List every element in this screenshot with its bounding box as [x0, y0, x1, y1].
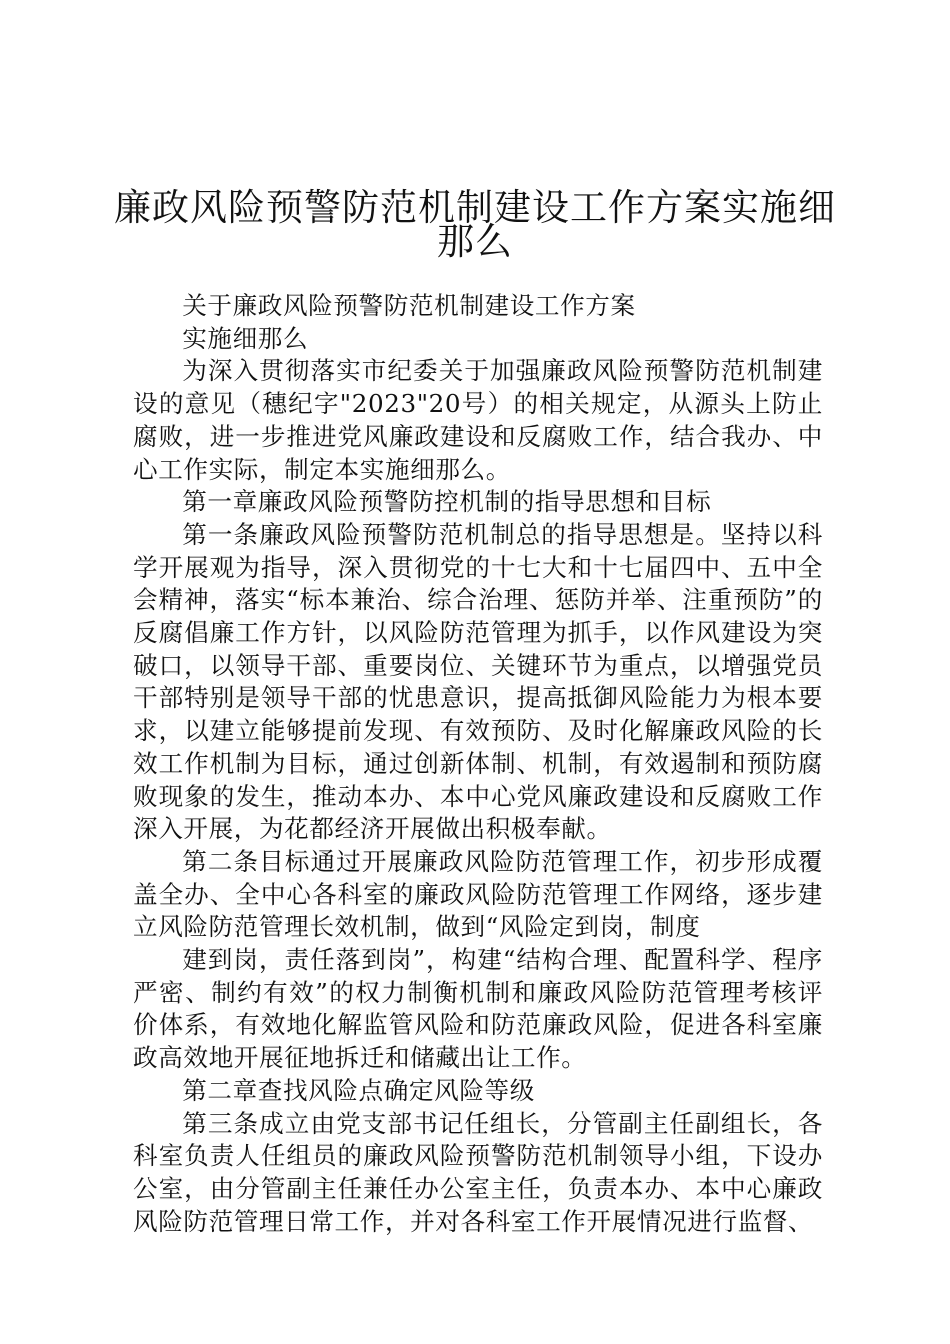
document-body — [133, 290, 823, 1238]
article-1: 第一条廉政风险预警防范机制总的指导思想是。坚持以科学开展观为指导，深入贯彻党的十七大和十七届四中、五中全会精神，落实“标本兼治、综合治理、惩防并举、注重预防”的反腐倡廉工作方针，以风险防范管理为抓手，以作风建设为突破口，以领导干部、重要岗位、关键环节为重点，以增强党员干部特别是领导干部的忧患意识，提高抵御风险能力为根本要求，以建立能够提前发现、有效预防、及时化解廉政风险的长效工作机制为目标，通过创新体制、机制，有效遏制和预防腐败现象的发生，推动本办、本中心党风廉政建设和反腐败工作深入开展，为花都经济开展做出积极奉献。 — [133, 519, 823, 844]
document-title-line-1: 廉政风险预警防范机制建设工作方案实施细 — [114, 186, 836, 229]
chapter-2-heading: 第二章查找风险点确定风险等级 — [182, 1075, 535, 1105]
paragraph-intro: 为深入贯彻落实市纪委关于加强廉政风险预警防范机制建设的意见（穗纪字"2023"20号）的相关规定，从源头上防止腐败，进一步推进党风廉政建设和反腐败工作，结合我办、中心工作实际，制定本实施细那么。 — [133, 356, 823, 484]
paragraph-subtitle-1: 关于廉政风险预警防范机制建设工作方案 — [182, 291, 636, 320]
article-2-part-2: 建到岗，责任落到岗”，构建“结构合理、配置科学、程序严密、制约有效”的权力制衡机制和廉政风险防范管理考核评价体系，有效地化解监管风险和防范廉政风险，促进各科室廉政高效地开展征地拆迁和储藏出让工作。 — [133, 945, 823, 1073]
document-title-line-2: 那么 — [437, 220, 513, 263]
chapter-1-heading: 第一章廉政风险预警防控机制的指导思想和目标 — [182, 487, 712, 517]
article-2-part-1: 第二条目标通过开展廉政风险防范管理工作，初步形成覆盖全办、全中心各科室的廉政风险防范管理工作网络，逐步建立风险防范管理长效机制，做到“风险定到岗，制度 — [133, 846, 823, 942]
paragraph-subtitle-2: 实施细那么 — [182, 323, 309, 353]
article-3: 第三条成立由党支部书记任组长，分管副主任副组长，各科室负责人任组员的廉政风险预警防范机制领导小组，下设办公室，由分管副主任兼任办公室主任，负责本办、本中心廉政风险防范管理日常工作，并对各科室工作开展情况进行监督、 — [133, 1108, 823, 1236]
